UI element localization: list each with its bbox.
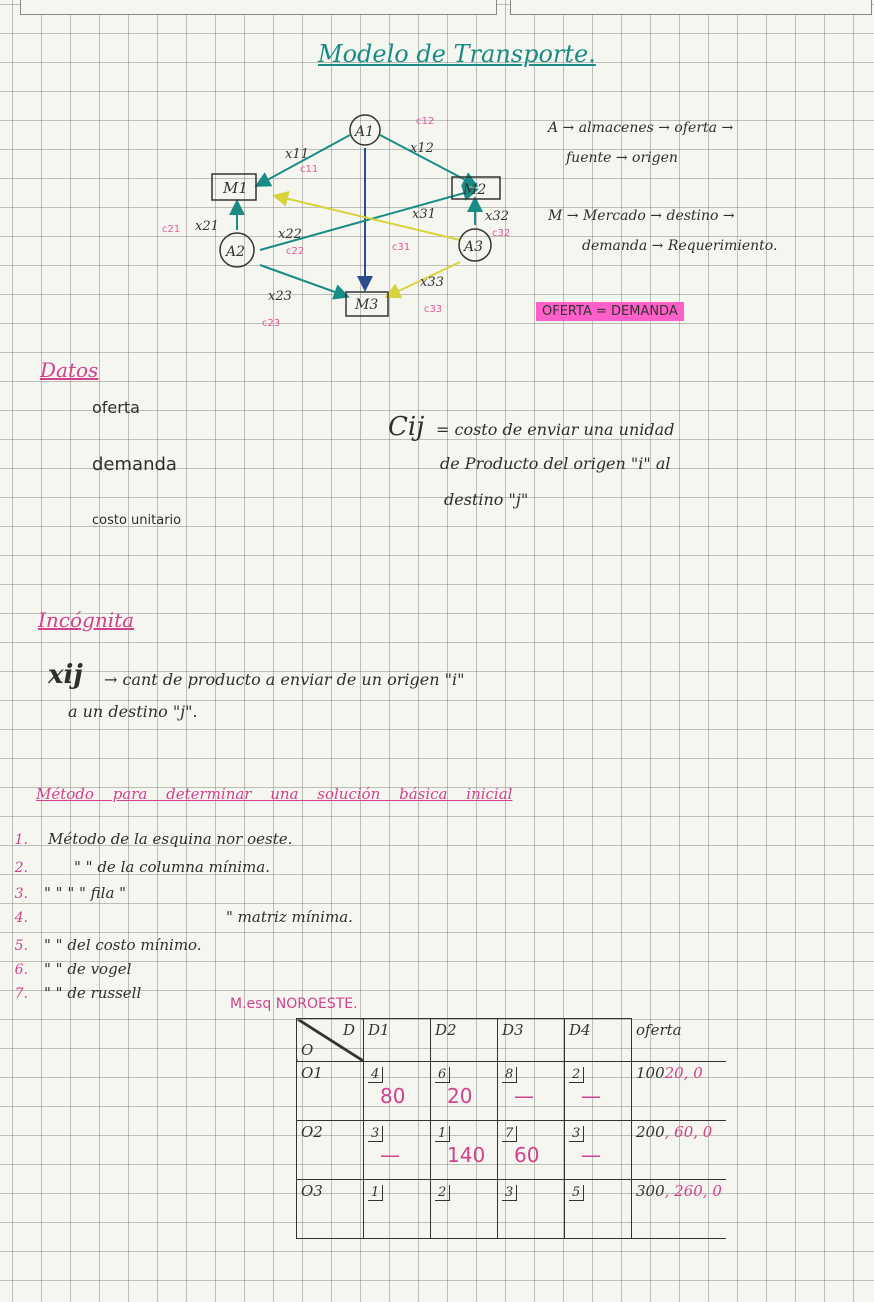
cell — [364, 1062, 431, 1121]
node-a3 — [459, 229, 491, 261]
legend-m-line1: M → Mercado → destino → — [548, 208, 735, 224]
supply-cell — [632, 1180, 726, 1239]
metodo-number: 3. — [14, 886, 28, 902]
metodo-number: 5. — [14, 938, 28, 954]
allocation: 140 — [447, 1143, 486, 1167]
label-c12: c12 — [416, 116, 435, 127]
incognita-line2: a un destino "j". — [68, 702, 198, 721]
supply: 300 — [636, 1182, 665, 1200]
balance-highlight: OFERTA = DEMANDA — [536, 302, 684, 321]
label-x12: x12 — [410, 141, 434, 156]
node-a1 — [350, 115, 380, 145]
cost: 5 — [569, 1185, 584, 1201]
metodo-number: 7. — [14, 986, 28, 1002]
cell — [364, 1180, 431, 1239]
table-caption: M.esq NOROESTE. — [230, 996, 358, 1012]
cost: 1 — [435, 1126, 450, 1142]
cell — [431, 1121, 498, 1180]
top-tab-left — [20, 0, 497, 15]
cell — [565, 1121, 632, 1180]
cell — [498, 1180, 565, 1239]
origin-label: O2 — [297, 1121, 364, 1180]
cost: 3 — [368, 1126, 383, 1142]
table-row — [297, 1062, 726, 1121]
incognita-symbol: xij — [48, 660, 83, 690]
allocation: — — [380, 1143, 400, 1167]
label-x22: x22 — [278, 227, 302, 242]
metodo-text: Método de la esquina nor oeste. — [48, 830, 293, 848]
datos-item-oferta: oferta — [92, 398, 140, 417]
metodo-text: " " " " fila " — [44, 884, 127, 902]
node-m2-label: M2 — [463, 182, 487, 198]
origin-label: O1 — [297, 1062, 364, 1121]
header-d4: D4 — [565, 1019, 632, 1062]
allocation: — — [581, 1084, 601, 1108]
label-c32: c32 — [492, 228, 511, 239]
header-d1: D1 — [364, 1019, 431, 1062]
metodo-text: " " de vogel — [44, 960, 132, 978]
cost: 4 — [368, 1067, 383, 1083]
metodo-number: 6. — [14, 962, 28, 978]
allocation: 60 — [514, 1143, 540, 1167]
label-x11: x11 — [285, 147, 309, 162]
cell — [431, 1062, 498, 1121]
node-m2 — [452, 177, 500, 199]
node-m3 — [346, 292, 388, 316]
supply-updates: , 60, 0 — [664, 1123, 713, 1141]
legend-m-line2: demanda → Requerimiento. — [582, 238, 778, 254]
transport-diagram — [140, 100, 520, 340]
label-x31: x31 — [412, 207, 436, 222]
cost: 1 — [368, 1185, 383, 1201]
allocation: 80 — [380, 1084, 406, 1108]
datos-item-costo: costo unitario — [92, 513, 182, 528]
header-d2: D2 — [431, 1019, 498, 1062]
label-c11: c11 — [300, 164, 319, 175]
cost: 6 — [435, 1067, 450, 1083]
node-a1-label: A1 — [355, 124, 375, 140]
metodo-text: " " del costo mínimo. — [44, 936, 202, 954]
label-c22: c22 — [286, 246, 305, 257]
node-a2-label: A2 — [226, 244, 246, 260]
cell — [364, 1121, 431, 1180]
label-x32: x32 — [485, 209, 509, 224]
allocation: — — [514, 1084, 534, 1108]
supply: 200 — [636, 1123, 665, 1141]
table-header-row — [297, 1019, 726, 1062]
label-c21: c21 — [162, 224, 181, 235]
metodo-number: 2. — [14, 860, 28, 876]
cell — [565, 1062, 632, 1121]
label-x33: x33 — [420, 275, 444, 290]
label-x21: x21 — [195, 219, 219, 234]
supply-updates: 20, 0 — [664, 1064, 703, 1082]
transport-table — [296, 1018, 726, 1239]
top-tab-right — [510, 0, 872, 15]
origin-label: O3 — [297, 1180, 364, 1239]
legend-a-line2: fuente → origen — [566, 150, 678, 166]
legend-a-line1: A → almacenes → oferta → — [548, 120, 734, 136]
incognita-line1: → cant de producto a enviar de un origen "i" — [104, 670, 465, 689]
cell — [431, 1180, 498, 1239]
metodo-number: 4. — [14, 910, 28, 926]
cij-line3: destino "j" — [444, 490, 529, 509]
variable-labels — [195, 141, 509, 304]
incognita-heading: Incógnita — [38, 608, 135, 632]
supply: 100 — [636, 1064, 665, 1082]
cij-line2: de Producto del origen "i" al — [440, 454, 671, 473]
supply-updates: , 260, 0 — [664, 1182, 722, 1200]
cell — [498, 1062, 565, 1121]
label-x23: x23 — [268, 289, 292, 304]
allocation: 20 — [447, 1084, 473, 1108]
metodos-heading: Método para determinar una solución básica inicial — [36, 785, 513, 803]
cost: 3 — [569, 1126, 584, 1142]
metodo-text: " " de russell — [44, 984, 142, 1002]
node-m3-label: M3 — [355, 297, 379, 313]
header-d3: D3 — [498, 1019, 565, 1062]
supply-cell — [632, 1062, 726, 1121]
corner-cell — [297, 1019, 364, 1062]
node-a2 — [220, 233, 254, 267]
cost: 2 — [435, 1185, 450, 1201]
cost: 2 — [569, 1067, 584, 1083]
node-a3-label: A3 — [464, 239, 484, 255]
metodo-text: " " de la columna mínima. — [74, 858, 270, 876]
cost: 7 — [502, 1126, 517, 1142]
corner-bottom-label: O — [301, 1041, 314, 1059]
allocation: — — [581, 1143, 601, 1167]
node-m1 — [212, 174, 256, 200]
table-row — [297, 1180, 726, 1239]
cij-symbol: Cij — [388, 412, 425, 442]
datos-heading: Datos — [40, 358, 99, 382]
node-m1-label: M1 — [223, 179, 248, 197]
metodo-text: " matriz mínima. — [226, 908, 353, 926]
arcs — [237, 135, 475, 296]
cost: 8 — [502, 1067, 517, 1083]
label-c23: c23 — [262, 318, 281, 329]
page-title: Modelo de Transporte. — [318, 40, 596, 68]
cell — [498, 1121, 565, 1180]
metodo-number: 1. — [14, 832, 28, 848]
cij-line1: = costo de enviar una unidad — [436, 420, 675, 439]
header-oferta: oferta — [632, 1019, 726, 1062]
cost: 3 — [502, 1185, 517, 1201]
label-c31: c31 — [392, 242, 411, 253]
label-c33: c33 — [424, 304, 443, 315]
corner-top-label: D — [342, 1021, 355, 1039]
datos-item-demanda: demanda — [92, 454, 177, 475]
supply-cell — [632, 1121, 726, 1180]
cell — [565, 1180, 632, 1239]
table-row — [297, 1121, 726, 1180]
